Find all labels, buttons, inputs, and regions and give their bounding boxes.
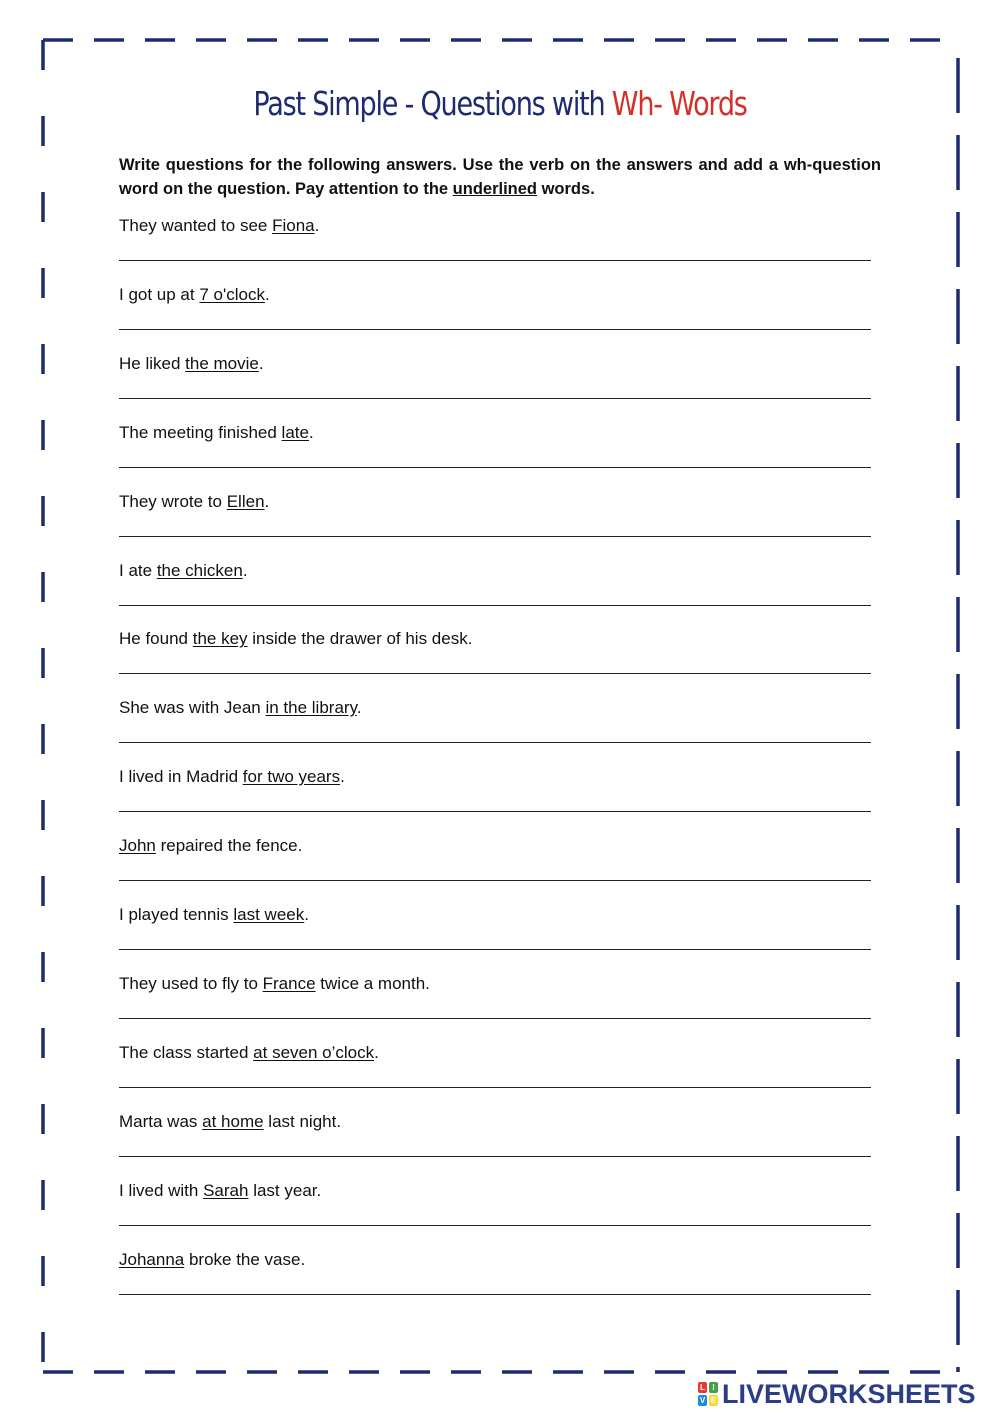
exercise-item	[119, 491, 871, 513]
exercise-item	[119, 766, 871, 788]
answer-line[interactable]	[119, 398, 871, 399]
prompt-underlined-words: France	[262, 973, 316, 993]
prompt-text-after: inside the drawer of his desk.	[247, 629, 473, 649]
exercise-prompt	[119, 835, 871, 857]
exercise-item	[119, 628, 871, 650]
answer-line[interactable]	[119, 742, 871, 743]
prompt-text-after: last night.	[263, 1111, 342, 1131]
answer-line[interactable]	[119, 605, 871, 606]
prompt-text-before: She was with Jean	[119, 698, 266, 718]
prompt-underlined-words: Sarah	[203, 1180, 249, 1200]
prompt-text-before: I ate	[119, 560, 157, 580]
exercise-prompt	[119, 1042, 871, 1064]
exercise-item	[119, 353, 871, 375]
answer-line[interactable]	[119, 673, 871, 674]
instructions-underlined-word: underlined	[452, 180, 538, 198]
exercise-item	[119, 560, 871, 582]
prompt-text-after: .	[258, 353, 264, 373]
prompt-underlined-words: Fiona	[272, 216, 315, 235]
answer-line[interactable]	[119, 1156, 871, 1157]
prompt-text-before: The class started	[119, 1042, 254, 1062]
prompt-text-before: They used to fly to	[119, 973, 263, 993]
exercise-item	[119, 215, 871, 237]
prompt-text-before: I lived with	[119, 1180, 204, 1200]
prompt-text-before: He found	[119, 629, 193, 649]
prompt-text-before: The meeting finished	[119, 422, 282, 442]
prompt-text-after: repaired the fence.	[155, 836, 303, 856]
prompt-underlined-words: at home	[202, 1111, 264, 1131]
prompt-underlined-words: John	[119, 836, 156, 856]
prompt-text-after: .	[314, 216, 320, 235]
exercise-prompt	[119, 697, 871, 719]
prompt-text-after: .	[304, 905, 309, 924]
exercise-item	[119, 284, 871, 306]
prompt-underlined-words: in the library	[265, 698, 357, 718]
prompt-text-after: twice a month.	[315, 973, 430, 993]
logo-tile-e: E	[710, 1396, 717, 1405]
exercise-item	[119, 422, 871, 444]
exercise-item	[119, 1042, 871, 1064]
prompt-text-before: They wanted to see	[119, 216, 273, 235]
instructions-text-end: words.	[537, 180, 595, 198]
prompt-text-after: .	[242, 560, 248, 580]
answer-line[interactable]	[119, 329, 871, 330]
worksheet-title	[90, 84, 910, 123]
prompt-text-before: Marta was	[119, 1111, 203, 1131]
logo-tile-v: V	[699, 1396, 706, 1405]
exercise-prompt	[119, 560, 871, 582]
exercise-item	[119, 835, 871, 857]
exercise-prompt	[119, 284, 871, 306]
exercise-prompt	[119, 628, 871, 650]
exercise-prompt	[119, 1249, 871, 1271]
prompt-underlined-words: the chicken	[156, 560, 243, 580]
exercise-prompt	[119, 973, 871, 995]
exercise-item	[119, 1249, 871, 1271]
prompt-underlined-words: 7 o'clock	[199, 284, 265, 304]
logo-tile-l: L	[698, 1382, 707, 1393]
prompt-text-after: .	[264, 284, 270, 304]
prompt-underlined-words: the key	[192, 629, 248, 649]
prompt-text-before: I got up at	[119, 284, 200, 304]
prompt-underlined-words: Johanna	[119, 1249, 185, 1269]
exercise-prompt	[119, 422, 871, 444]
prompt-text-after: .	[308, 422, 314, 442]
answer-line[interactable]	[119, 1087, 871, 1088]
exercise-item	[119, 973, 871, 995]
answer-line[interactable]	[119, 1294, 871, 1295]
exercise-prompt	[119, 215, 871, 237]
answer-line[interactable]	[119, 949, 871, 950]
prompt-underlined-words: Ellen	[226, 491, 265, 511]
prompt-underlined-words: at seven o’clock	[253, 1042, 375, 1062]
prompt-text-after: .	[264, 491, 270, 511]
exercise-prompt	[119, 1111, 871, 1133]
exercise-prompt	[119, 766, 871, 788]
prompt-underlined-words: for two years	[242, 767, 341, 787]
prompt-text-before: He liked	[119, 353, 186, 373]
liveworksheets-logo-icon	[697, 1381, 719, 1407]
prompt-text-before: I played tennis	[119, 905, 234, 924]
exercise-prompt	[119, 904, 871, 926]
answer-line[interactable]	[119, 260, 871, 261]
answer-line[interactable]	[119, 467, 871, 468]
prompt-text-before: They wrote to	[119, 491, 227, 511]
answer-line[interactable]	[119, 536, 871, 537]
exercise-prompt	[119, 353, 871, 375]
title-main: Past Simple - Questions with	[253, 84, 612, 123]
prompt-text-before: I lived in Madrid	[119, 767, 243, 787]
exercise-prompt	[119, 1180, 871, 1202]
prompt-underlined-words: last week	[233, 905, 305, 924]
prompt-underlined-words: late	[281, 422, 309, 442]
title-accent: Wh- Words	[611, 84, 747, 123]
answer-line[interactable]	[119, 880, 871, 881]
instructions	[119, 153, 881, 201]
prompt-text-after: .	[356, 698, 362, 718]
liveworksheets-logo	[697, 1378, 976, 1410]
prompt-text-after: broke the vase.	[184, 1249, 306, 1269]
answer-line[interactable]	[119, 1225, 871, 1226]
exercise-item	[119, 904, 871, 926]
exercise-item	[119, 697, 871, 719]
prompt-text-after: .	[340, 767, 345, 787]
logo-tile-i: I	[709, 1382, 718, 1393]
exercise-item	[119, 1180, 871, 1202]
answer-line[interactable]	[119, 811, 871, 812]
logo-text: LIVEWORKSHEETS	[722, 1378, 976, 1409]
prompt-underlined-words: the movie	[185, 353, 259, 373]
prompt-text-after: last year.	[248, 1180, 322, 1200]
exercise-item	[119, 1111, 871, 1133]
instructions-text: Write questions for the following answers. Use the verb on the answers and add a wh-question word on the question. Pay attention to the	[119, 156, 881, 198]
prompt-text-after: .	[374, 1042, 379, 1062]
exercise-prompt	[119, 491, 871, 513]
answer-line[interactable]	[119, 1018, 871, 1019]
